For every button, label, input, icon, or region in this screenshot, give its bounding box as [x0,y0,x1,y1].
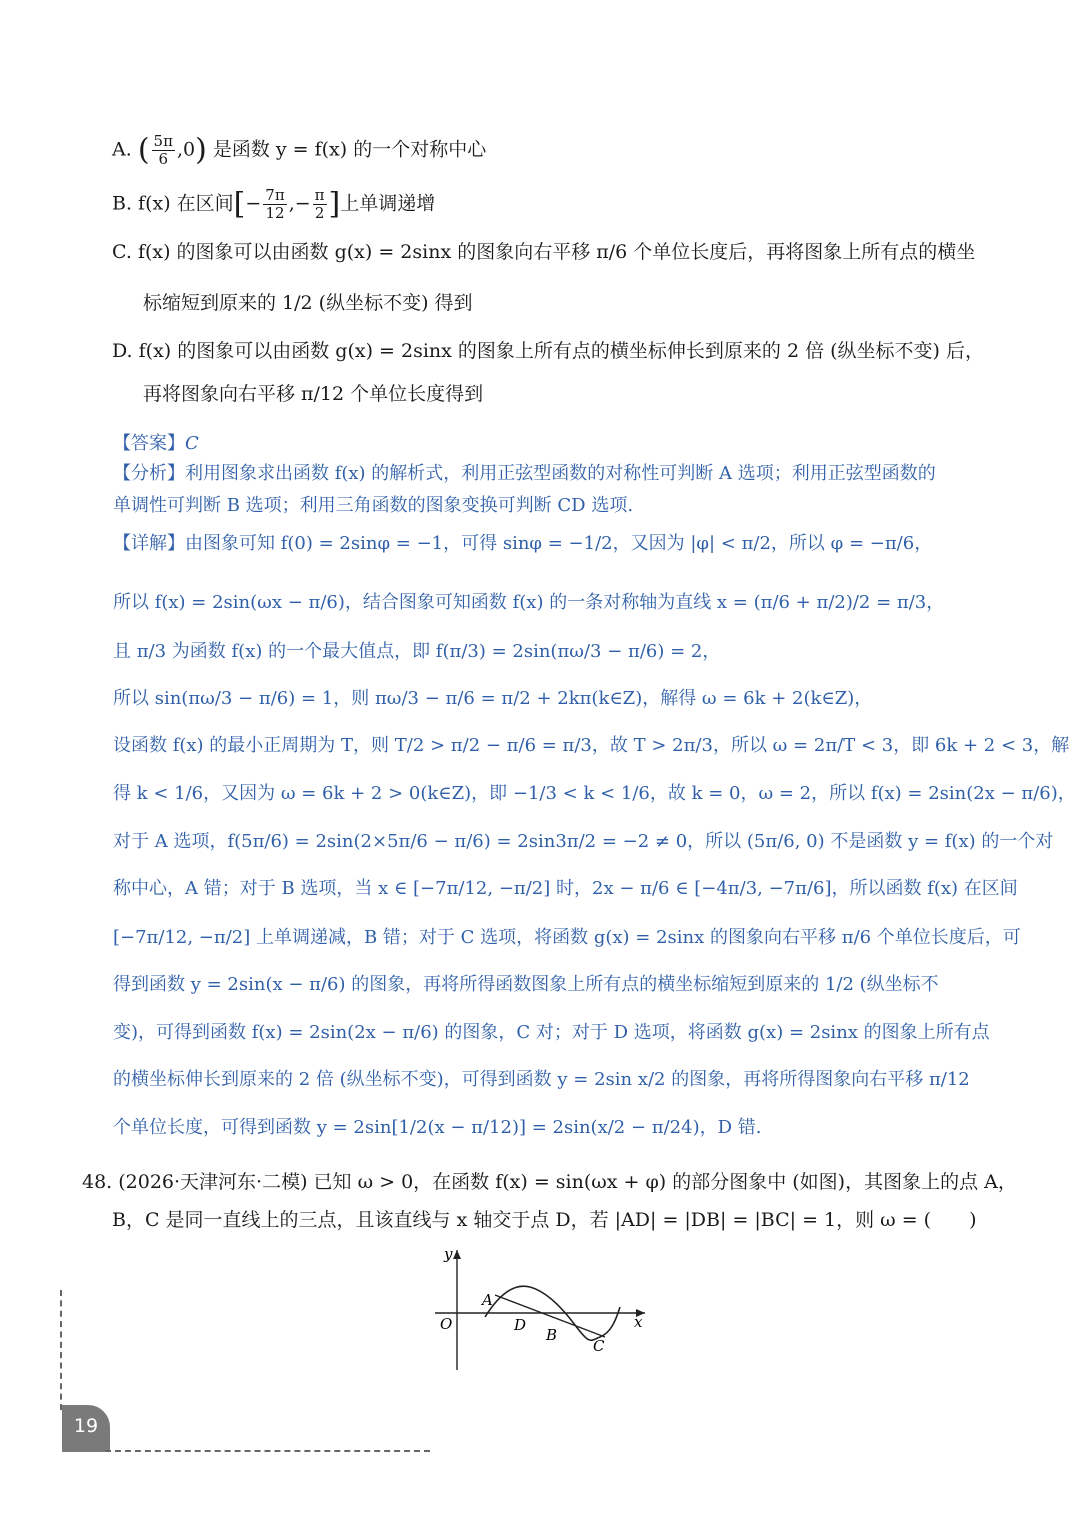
option-a: A. ( $\frac{5\pi}{6}$ ,0) 是函数 y = f(x) 的一个对称中心 [112,132,487,168]
question-48-line2: B，C 是同一直线上的三点，且该直线与 x 轴交于点 D，若 |AD| = |DB| = |BC| = 1，则 ω = ( ) [112,1209,977,1231]
detail-line: 称中心，A 错；对于 B 选项，当 x ∈ [−7π/12, −π/2] 时，2x − π/6 ∈ [−4π/3, −7π/6]，所以函数 f(x) 在区间 [113,878,1018,899]
label-b: B [546,1326,558,1344]
page-border-vertical [60,1290,62,1410]
detail-line: 所以 sin(πω/3 − π/6) = 1，则 πω/3 − π/6 = π/2 + 2kπ(k∈Z)，解得 ω = 6k + 2(k∈Z)， [113,688,873,709]
sine-figure [420,1245,660,1385]
detail-line: 的横坐标伸长到原来的 2 倍 (纵坐标不变)，可得到函数 y = 2sin x/2 的图象，再将所得图象向右平移 π/12 [113,1069,970,1090]
option-c-line2: 标缩短到原来的 1/2 (纵坐标不变) 得到 [143,292,473,314]
option-b: B. f(x) 在区间[− $\frac{7\pi}{12}$ ,− $\frac{\pi}{2}$ ]上单调递增 [112,186,436,222]
detail-line: 得 k < 1/6，又因为 ω = 6k + 2 > 0(k∈Z)，即 −1/3 < k < 1/6，故 k = 0，ω = 2，所以 f(x) = 2sin(2x − π/6)， [113,783,1076,804]
answer: 【答案】C [113,433,199,454]
option-d-line2: 再将图象向右平移 π/12 个单位长度得到 [143,383,484,405]
label-d: D [514,1316,527,1334]
label-c: C [593,1337,605,1355]
analysis-line2: 单调性可判断 B 选项；利用三角函数的图象变换可判断 CD 选项. [113,495,634,516]
label-y: y [444,1245,453,1263]
label-x: x [634,1313,643,1331]
detail-line: 所以 f(x) = 2sin(ωx − π/6)，结合图象可知函数 f(x) 的一条对称轴为直线 x = (π/6 + π/2)/2 = π/3， [113,592,945,613]
label-a: A [482,1291,493,1309]
detail-line: [−7π/12, −π/2] 上单调递减，B 错；对于 C 选项，将函数 g(x) = 2sinx 的图象向右平移 π/6 个单位长度后，可 [113,927,1021,948]
page-border-horizontal [105,1450,430,1452]
option-c-line1: C. f(x) 的图象可以由函数 g(x) = 2sinx 的图象向右平移 π/6 个单位长度后，再将图象上所有点的横坐 [112,241,976,263]
detail-line: 设函数 f(x) 的最小正周期为 T，则 T/2 > π/2 − π/6 = π/3，故 T > 2π/3，所以 ω = 2π/T < 3，即 6k + 2 < 3，解 [113,735,1070,756]
detail-line: 且 π/3 为函数 f(x) 的一个最大值点，即 f(π/3) = 2sin(πω/3 − π/6) = 2， [113,641,721,662]
detail-line: 对于 A 选项，f(5π/6) = 2sin(2×5π/6 − π/6) = 2sin3π/2 = −2 ≠ 0，所以 (5π/6, 0) 不是函数 y = f(x) 的一个对 [113,831,1054,852]
option-d-line1: D. f(x) 的图象可以由函数 g(x) = 2sinx 的图象上所有点的横坐标伸长到原来的 2 倍 (纵坐标不变) 后， [112,340,984,362]
y-axis-arrow [453,1250,461,1259]
detail-line: 得到函数 y = 2sin(x − π/6) 的图象，再将所得函数图象上所有点的横坐标缩短到原来的 1/2 (纵坐标不 [113,974,939,995]
question-48-line1: 48. (2026·天津河东·二模) 已知 ω > 0，在函数 f(x) = sin(ωx + φ) 的部分图象中 (如图)，其图象上的点 A， [82,1171,1017,1193]
label-origin: O [440,1315,453,1333]
detail-line: 个单位长度，可得到函数 y = 2sin[1/2(x − π/12)] = 2sin(x/2 − π/24)，D 错. [113,1117,762,1138]
analysis-line1: 【分析】利用图象求出函数 f(x) 的解析式，利用正弦型函数的对称性可判断 A 选项；利用正弦型函数的 [113,463,936,484]
detail-line: 【详解】由图象可知 f(0) = 2sinφ = −1，可得 sinφ = −1/2，又因为 |φ| < π/2，所以 φ = −π/6， [113,533,933,554]
page-number: 19 [73,1415,99,1437]
detail-line: 变)，可得到函数 f(x) = 2sin(2x − π/6) 的图象，C 对；对于 D 选项，将函数 g(x) = 2sinx 的图象上所有点 [113,1022,990,1043]
